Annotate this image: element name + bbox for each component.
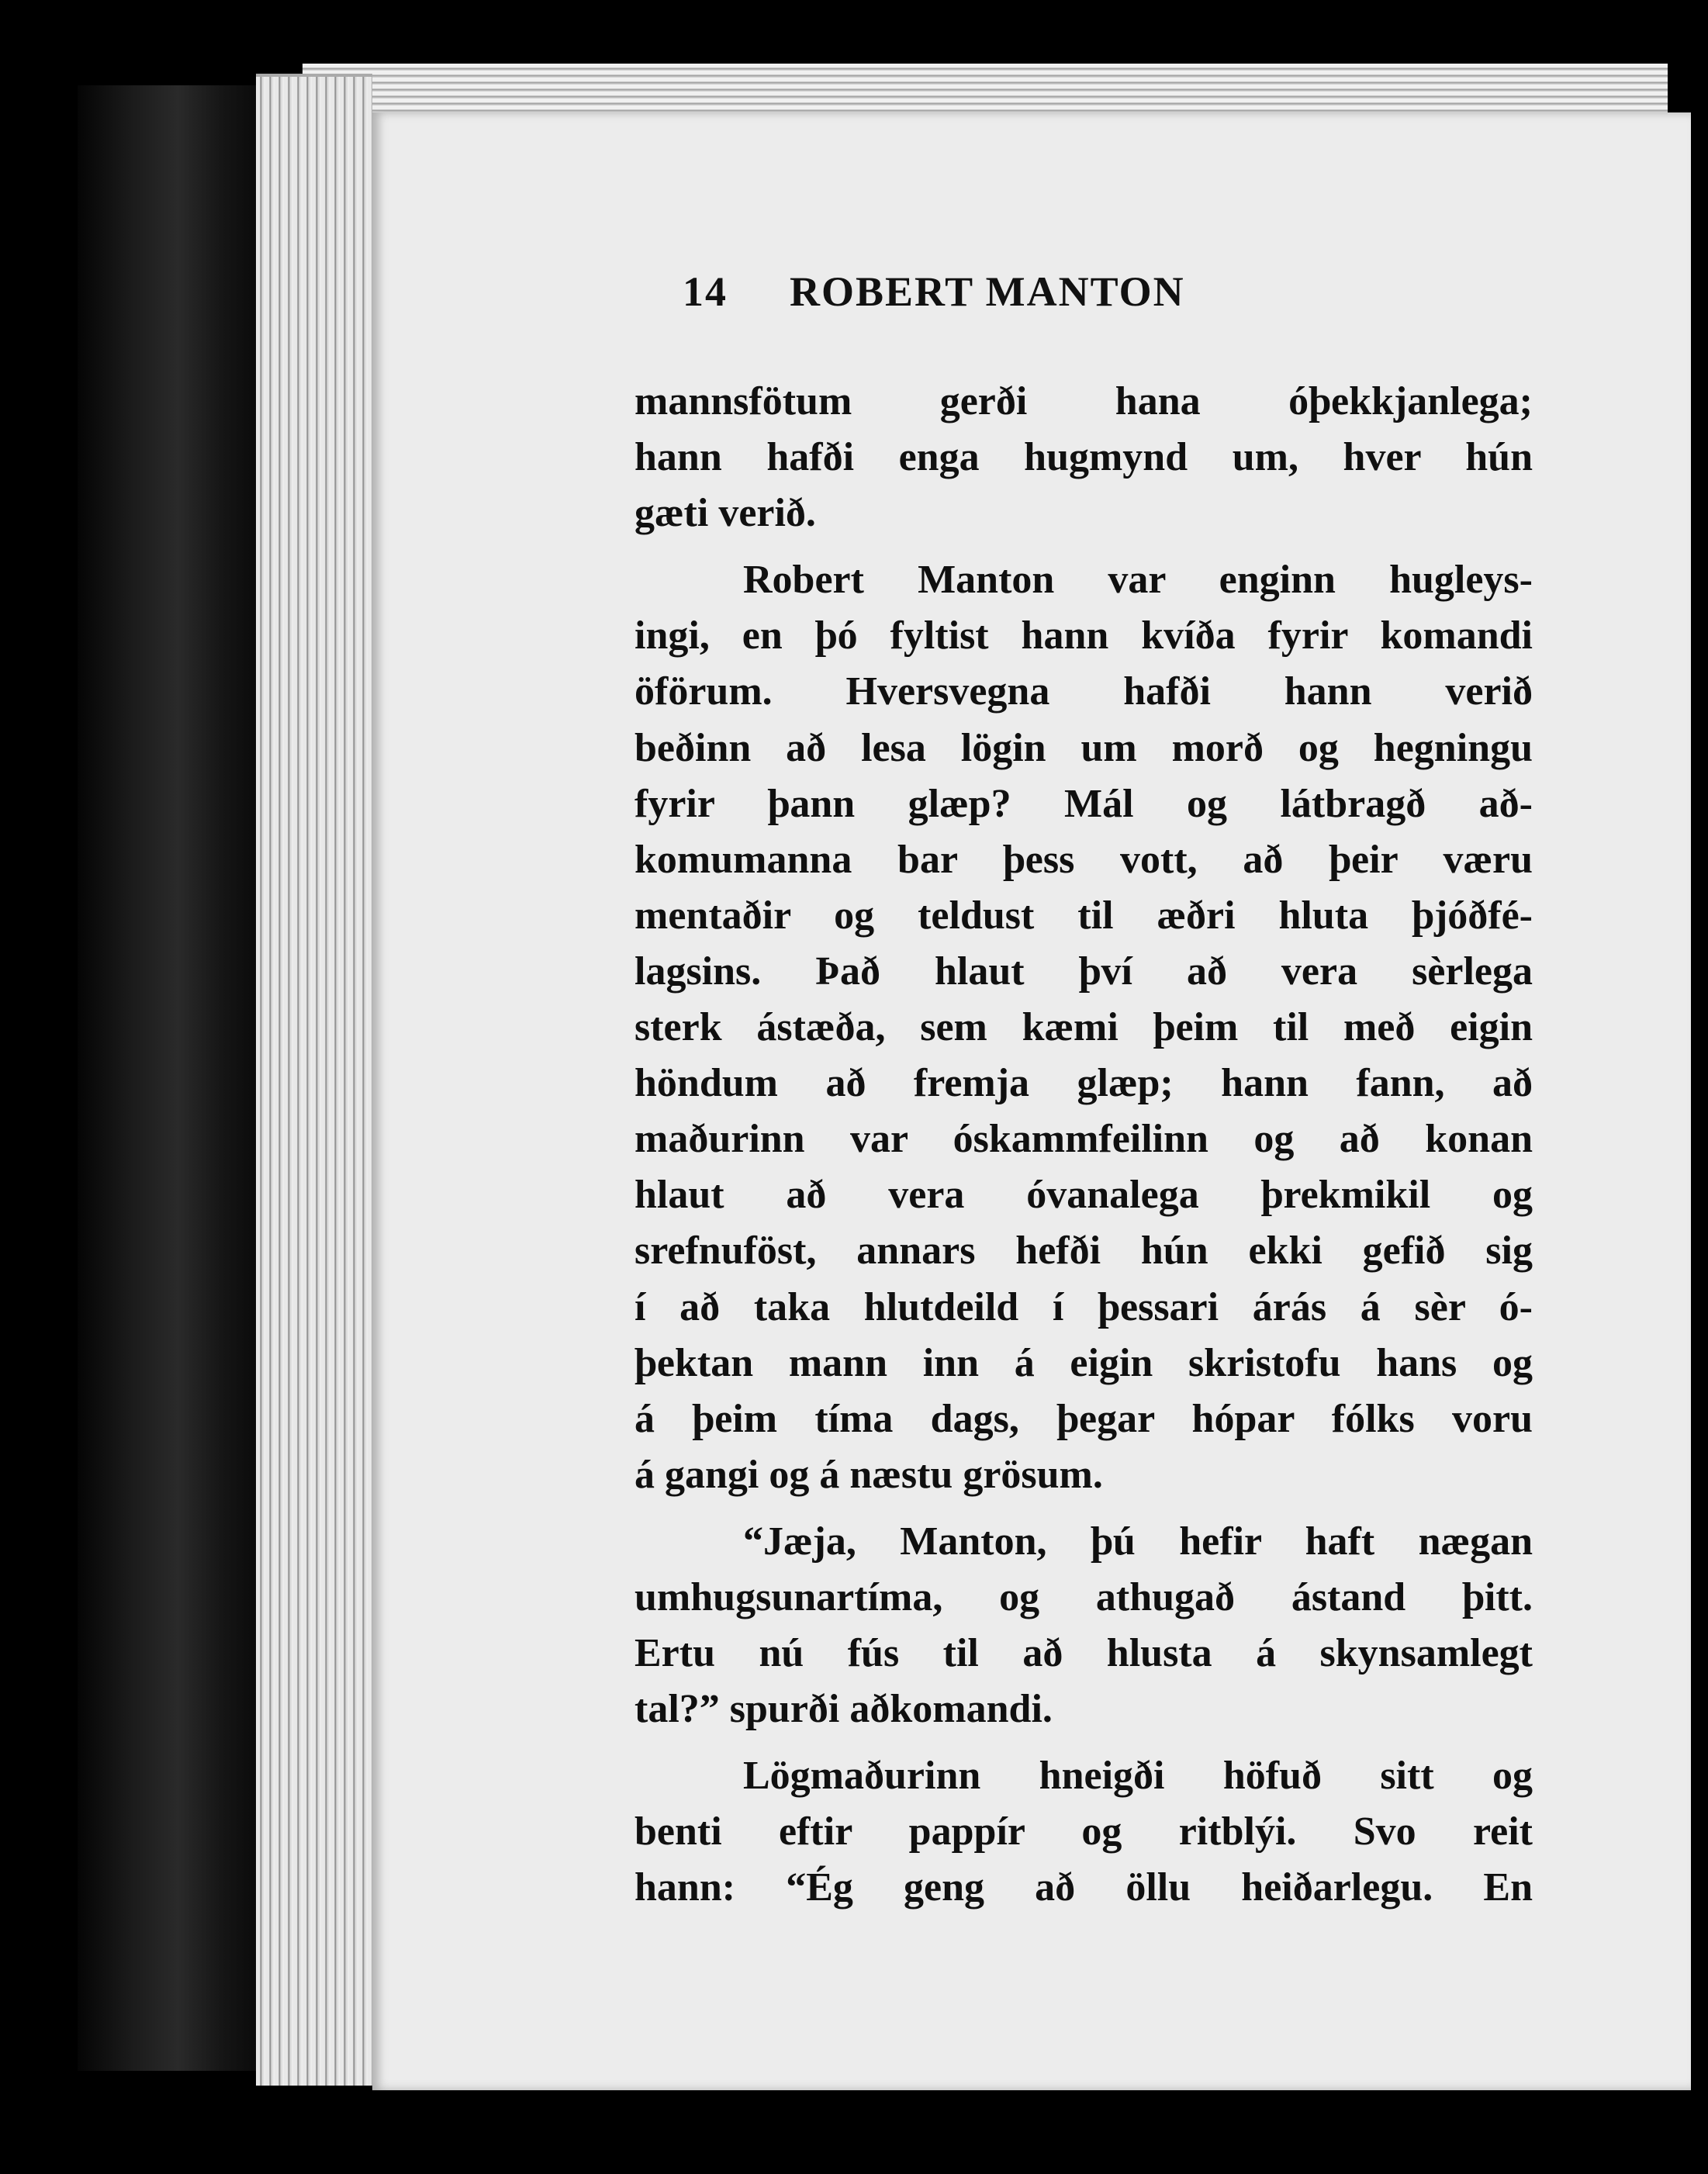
text-line: höndum að fremja glæp; hann fann, að: [634, 1061, 1533, 1106]
paragraph: [634, 1748, 1533, 1916]
text-line: á gangi og á næstu grösum.: [634, 1452, 1103, 1497]
text-line: Ertu nú fús til að hlusta á skynsamlegt: [634, 1631, 1533, 1676]
text-line: sterk ástæða, sem kæmi þeim til með eigin: [634, 1005, 1533, 1050]
text-line: beðinn að lesa lögin um morð og hegningu: [634, 725, 1533, 770]
text-line: komumanna bar þess vott, að þeir væru: [634, 837, 1533, 882]
text-line: Robert Manton var enginn hugleys-: [743, 558, 1533, 603]
text-line: benti eftir pappír og ritblýi. Svo reit: [634, 1809, 1533, 1854]
text-line: mannsfötum gerði hana óþekkjanlega;: [634, 379, 1533, 423]
text-line: fyrir þann glæp? Mál og látbragð að-: [634, 781, 1533, 826]
text-line: mentaðir og teldust til æðri hluta þjóðfé-: [634, 893, 1533, 938]
page-edges-left: [256, 74, 372, 2086]
paragraph: [634, 1514, 1533, 1737]
text-line: á þeim tíma dags, þegar hópar fólks voru: [634, 1396, 1533, 1441]
text-line: hlaut að vera óvanalega þrekmikil og: [634, 1173, 1533, 1218]
text-line: srefnuföst, annars hefði hún ekki gefið sig: [634, 1229, 1533, 1274]
text-line: Lögmaðurinn hneigði höfuð sitt og: [743, 1754, 1533, 1799]
body-text: [634, 374, 1533, 1927]
text-line: öförum. Hversvegna hafði hann verið: [634, 669, 1533, 714]
running-header: [683, 268, 1185, 316]
text-line: hann: “Ég geng að öllu heiðarlegu. En: [634, 1865, 1533, 1910]
text-line: tal?” spurði aðkomandi.: [634, 1687, 1053, 1732]
book-spine: [78, 85, 260, 2071]
text-line: gæti verið.: [634, 491, 816, 536]
text-line: ingi, en þó fyltist hann kvíða fyrir komandi: [634, 613, 1533, 658]
text-line: þektan mann inn á eigin skristofu hans og: [634, 1340, 1533, 1385]
text-line: maðurinn var óskammfeilinn og að konan: [634, 1117, 1533, 1162]
text-line: í að taka hlutdeild í þessari árás á sèr ó-: [634, 1284, 1533, 1329]
paragraph: [634, 374, 1533, 541]
running-title: ROBERT MANTON: [790, 268, 1185, 315]
text-line: hann hafði enga hugmynd um, hver hún: [634, 435, 1533, 480]
text-line: lagsins. Það hlaut því að vera sèrlega: [634, 949, 1533, 994]
paragraph: [634, 552, 1533, 1503]
text-line: “Jæja, Manton, þú hefir haft nægan: [743, 1519, 1533, 1564]
page-number: 14: [683, 268, 728, 315]
text-line: umhugsunartíma, og athugað ástand þitt.: [634, 1574, 1533, 1619]
